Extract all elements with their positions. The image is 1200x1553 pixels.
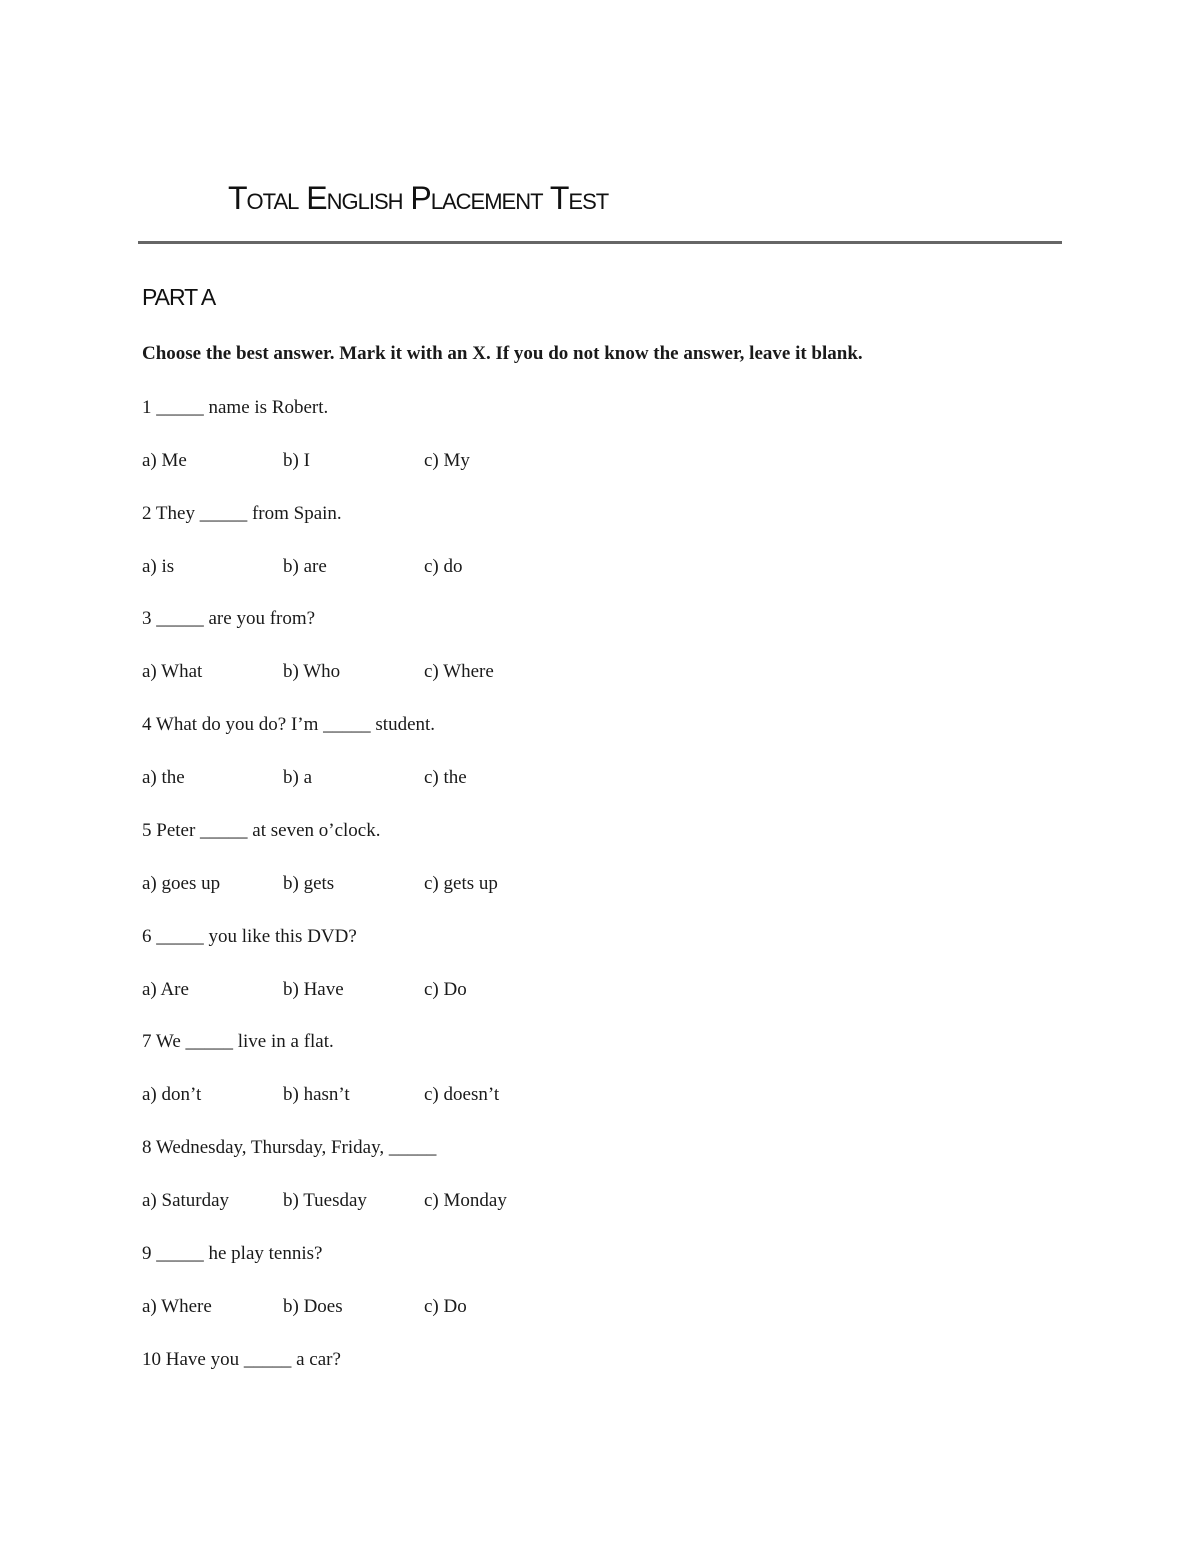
option-a[interactable]: a) Saturday (142, 1190, 230, 1211)
option-c[interactable]: c) Do (424, 1296, 467, 1317)
option-b[interactable]: b) hasn’t (283, 1084, 350, 1105)
option-c[interactable]: c) Do (424, 979, 467, 1000)
option-c[interactable]: c) Monday (424, 1190, 507, 1211)
option-b[interactable]: b) gets (283, 873, 335, 894)
option-c[interactable]: c) the (424, 767, 467, 788)
option-b[interactable]: b) Tuesday (283, 1190, 367, 1211)
question-text: 4 What do you do? I’m _____ student. (142, 714, 436, 735)
option-b[interactable]: b) I (283, 450, 310, 471)
section-heading: PART A (142, 284, 216, 310)
question-text: 1 _____ name is Robert. (142, 397, 329, 418)
option-a[interactable]: a) What (142, 661, 203, 682)
option-b[interactable]: b) Does (283, 1296, 343, 1317)
option-c[interactable]: c) My (424, 450, 470, 471)
question-text: 9 _____ he play tennis? (142, 1243, 323, 1264)
instructions: Choose the best answer. Mark it with an X. If you do not know the answer, leave it blank. (142, 343, 863, 364)
option-c[interactable]: c) gets up (424, 873, 498, 894)
option-a[interactable]: a) goes up (142, 873, 221, 894)
option-a[interactable]: a) Me (142, 450, 187, 471)
option-a[interactable]: a) don’t (142, 1084, 202, 1105)
page-title: Total English Placement Test (228, 180, 609, 216)
option-a[interactable]: a) Where (142, 1296, 212, 1317)
option-c[interactable]: c) doesn’t (424, 1084, 500, 1105)
option-a[interactable]: a) the (142, 767, 185, 788)
option-c[interactable]: c) Where (424, 661, 494, 682)
question-text: 7 We _____ live in a flat. (142, 1031, 334, 1052)
option-a[interactable]: a) Are (142, 979, 189, 1000)
option-a[interactable]: a) is (142, 556, 175, 577)
option-b[interactable]: b) a (283, 767, 313, 788)
question-text: 8 Wednesday, Thursday, Friday, _____ (142, 1137, 437, 1158)
question-text: 6 _____ you like this DVD? (142, 926, 357, 947)
question-list (142, 0, 1042, 1553)
question-text: 3 _____ are you from? (142, 608, 316, 629)
option-c[interactable]: c) do (424, 556, 463, 577)
question-text: 5 Peter _____ at seven o’clock. (142, 820, 381, 841)
option-b[interactable]: b) Have (283, 979, 344, 1000)
option-b[interactable]: b) Who (283, 661, 341, 682)
question-text: 10 Have you _____ a car? (142, 1349, 341, 1370)
question-text: 2 They _____ from Spain. (142, 503, 342, 524)
option-b[interactable]: b) are (283, 556, 327, 577)
